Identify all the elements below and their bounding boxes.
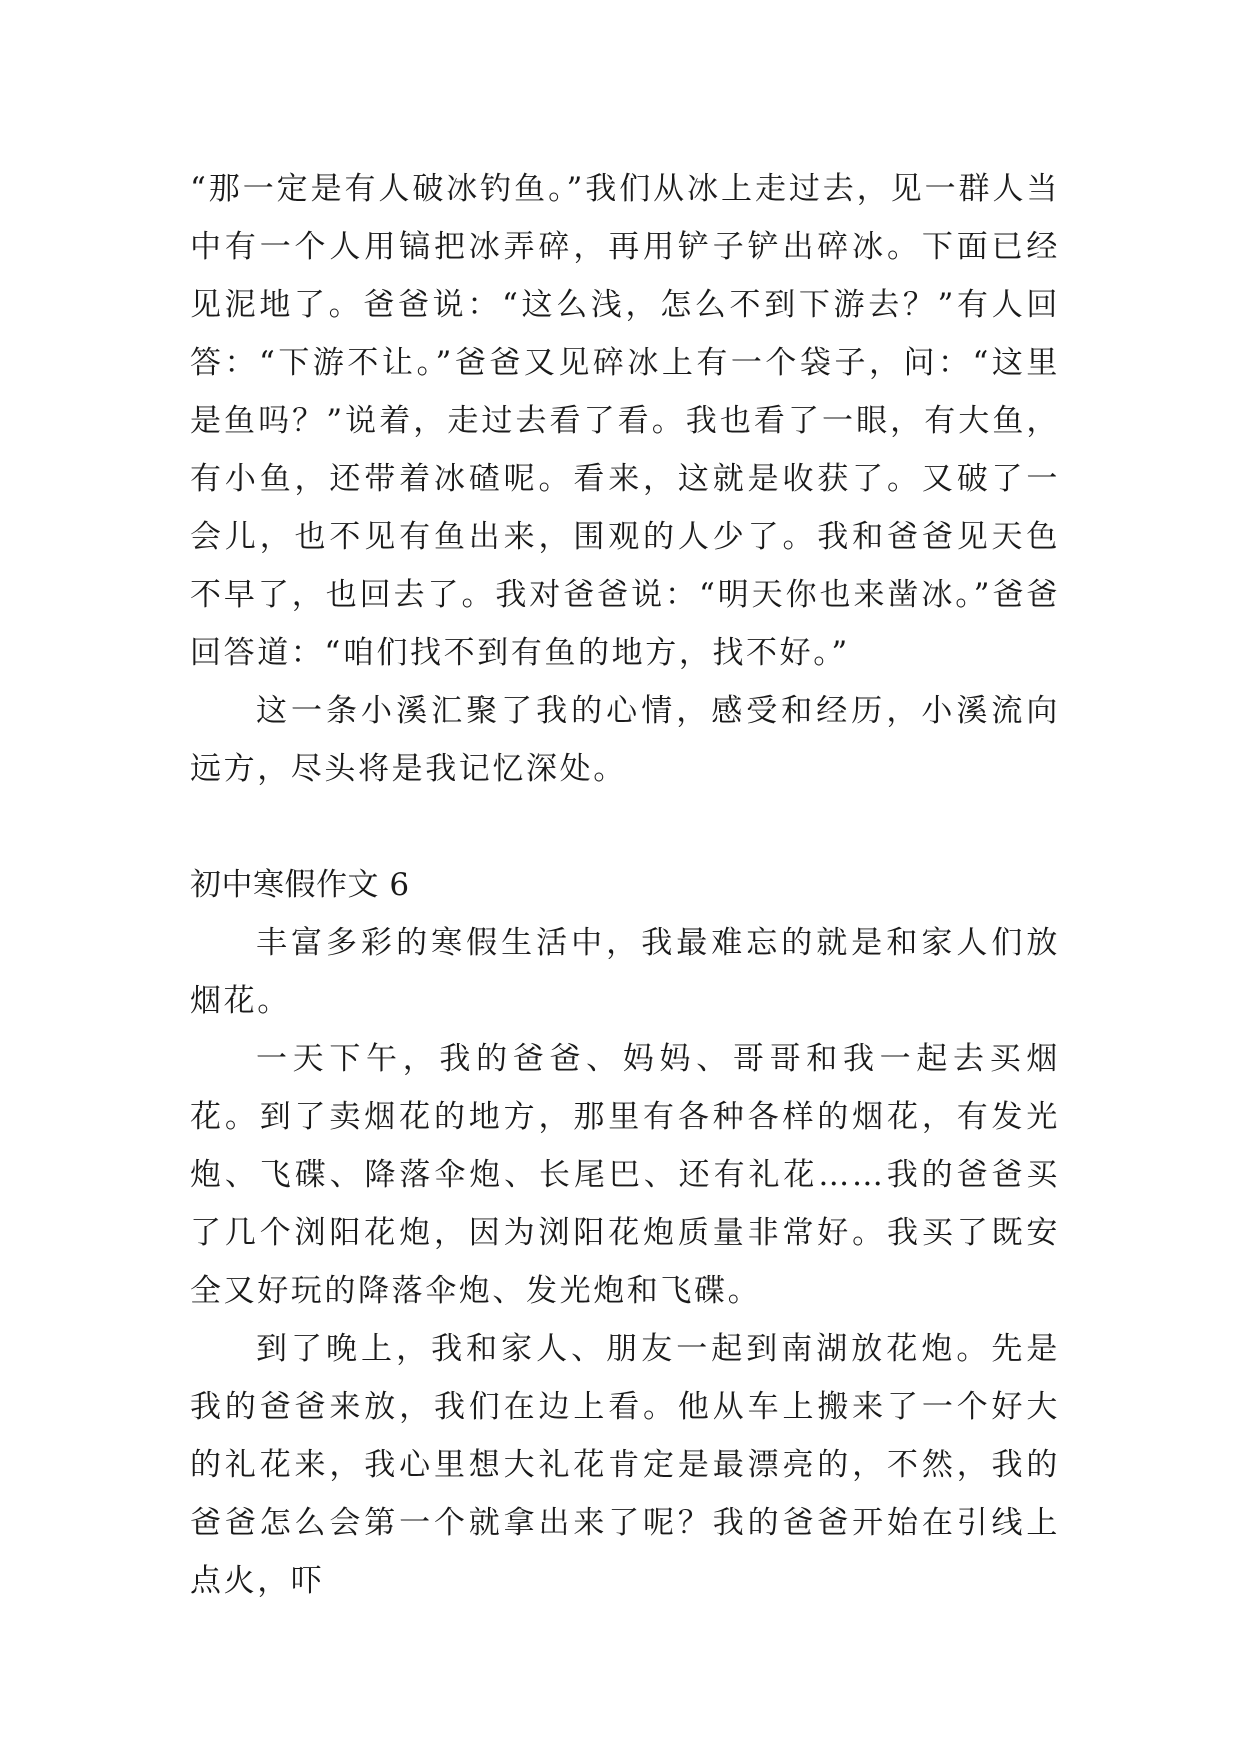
paragraph-buying-fireworks: 一天下午，我的爸爸、妈妈、哥哥和我一起去买烟花。到了卖烟花的地方，那里有各种各样的烟花，有发光炮、飞碟、降落伞炮、长尾巴、还有礼花……我的爸爸买了几个浏阳花炮，因为浏阳花炮质量非常好。我买了既安全又好玩的降落伞炮、发光炮和飞碟。 [190,1041,1060,1309]
paragraph-stream-conclusion: 这一条小溪汇聚了我的心情，感受和经历，小溪流向远方，尽头将是我记忆深处。 [190,693,1060,787]
paragraph-fishing-story: “那一定是有人破冰钓鱼。”我们从冰上走过去，见一群人当中有一个人用镐把冰弄碎，再用铲子铲出碎冰。下面已经见泥地了。爸爸说：“这么浅，怎么不到下游去？”有人回答：“下游不让。”爸爸又见碎冰上有一个袋子，问：“这里是鱼吗？”说着，走过去看了看。我也看了一眼，有大鱼，有小鱼，还带着冰碴呢。看来，这就是收获了。又破了一会儿，也不见有鱼出来，围观的人少了。我和爸爸见天色不早了，也回去了。我对爸爸说：“明天你也来凿冰。”爸爸回答道：“咱们找不到有鱼的地方，找不好。” [190,171,1060,671]
paragraph-setting-off-fireworks: 到了晚上，我和家人、朋友一起到南湖放花炮。先是我的爸爸来放，我们在边上看。他从车上搬来了一个好大的礼花来，我心里想大礼花肯定是最漂亮的，不然，我的爸爸怎么会第一个就拿出来了呢？我的爸爸开始在引线上点火，吓 [190,1331,1060,1599]
section-title: 初中寒假作文 6 [190,867,410,903]
paragraph-fireworks-intro: 丰富多彩的寒假生活中，我最难忘的就是和家人们放烟花。 [190,925,1060,1019]
document-body [190,160,1060,1610]
